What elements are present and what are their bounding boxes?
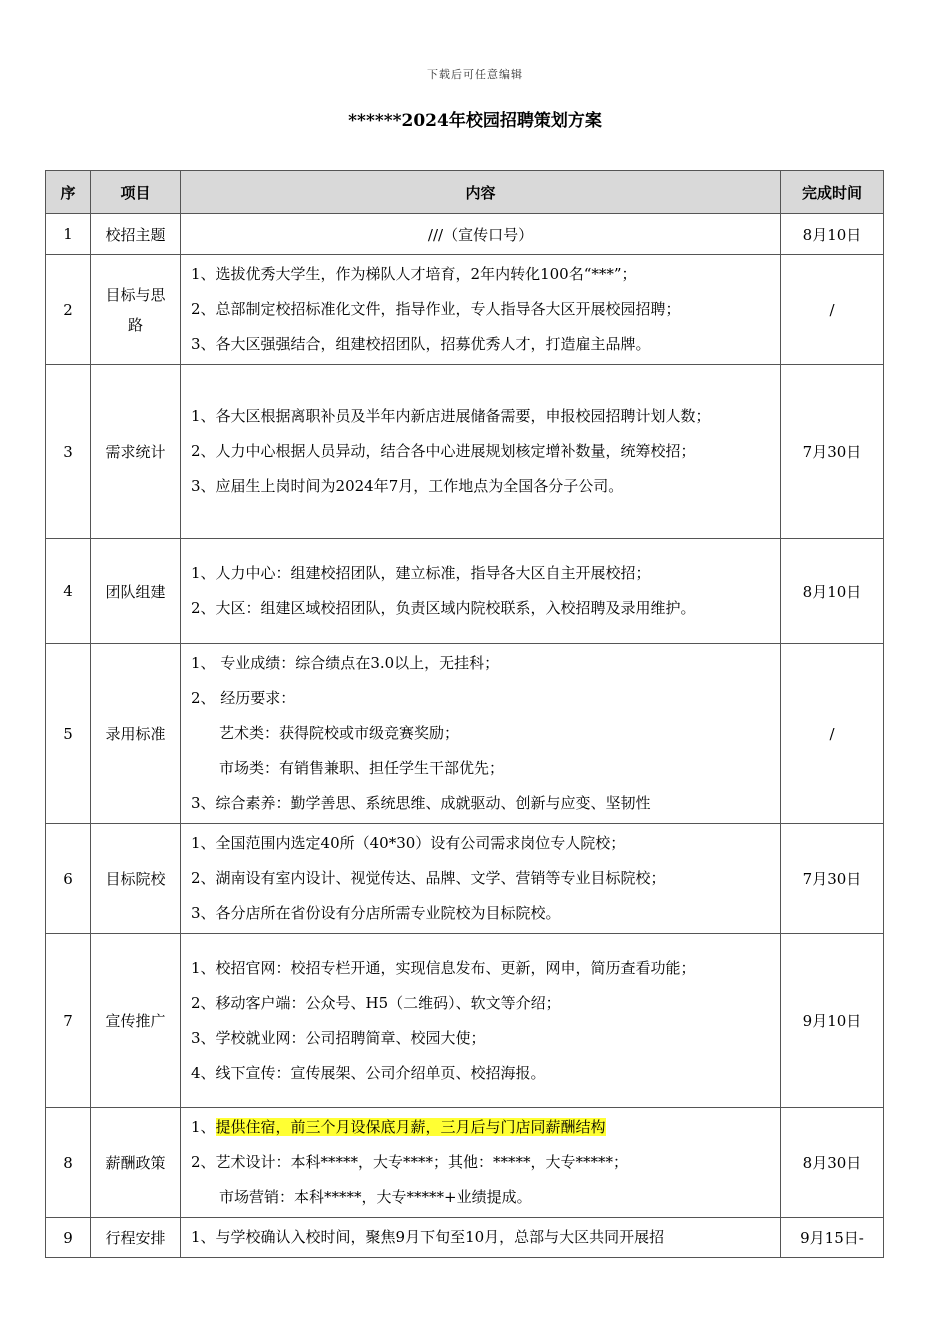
row-no: 5 <box>46 644 91 824</box>
content-line: 2、 经历要求： <box>191 689 296 707</box>
content-line: 3、各大区强强结合，组建校招团队，招募优秀人才，打造雇主品牌。 <box>191 335 651 353</box>
row-item <box>91 255 181 365</box>
highlighted-text: 提供住宿，前三个月设保底月薪，三月后与门店同薪酬结构 <box>215 1118 606 1136</box>
table-row <box>46 644 884 824</box>
row-time: 8月10日 <box>781 539 884 644</box>
content-line: 市场类：有销售兼职、担任学生干部优先； <box>219 759 505 777</box>
table-row <box>46 824 884 934</box>
row-content <box>181 1108 781 1218</box>
row-content <box>181 824 781 934</box>
row-time: 8月10日 <box>781 214 884 255</box>
row-item: 团队组建 <box>91 539 181 644</box>
row-item: 录用标准 <box>91 644 181 824</box>
row-time: 7月30日 <box>781 365 884 539</box>
content-line: 市场营销：本科*****，大专*****+业绩提成。 <box>219 1188 532 1206</box>
content-line: ///（宣传口号） <box>427 225 534 244</box>
content-line: 2、湖南设有室内设计、视觉传达、品牌、文学、营销等专业目标院校； <box>191 869 666 887</box>
table-row <box>46 539 884 644</box>
content-line: 4、线下宣传：宣传展架、公司介绍单页、校招海报。 <box>191 1063 546 1082</box>
row-item: 目标院校 <box>91 824 181 934</box>
row-no: 8 <box>46 1108 91 1218</box>
col-header-no: 序 <box>46 171 91 214</box>
row-time: / <box>781 644 884 824</box>
row-time: 7月30日 <box>781 824 884 934</box>
content-line: 3、各分店所在省份设有分店所需专业院校为目标院校。 <box>191 904 561 922</box>
table-row <box>46 365 884 539</box>
row-no: 1 <box>46 214 91 255</box>
row-content <box>181 934 781 1108</box>
row-content <box>181 644 781 824</box>
row-item: 需求统计 <box>91 365 181 539</box>
row-content <box>181 214 781 255</box>
row-time: 8月30日 <box>781 1108 884 1218</box>
content-line <box>191 1110 770 1145</box>
row-time: / <box>781 255 884 365</box>
table-row <box>46 1218 884 1258</box>
content-line: 3、应届生上岗时间为2024年7月，工作地点为全国各分子公司。 <box>191 477 624 495</box>
row-item: 校招主题 <box>91 214 181 255</box>
content-line: 1、全国范围内选定40所（40*30）设有公司需求岗位专人院校； <box>191 834 626 852</box>
content-line: 1、选拔优秀大学生，作为梯队人才培育，2年内转化100名“***”； <box>191 265 637 283</box>
row-no: 2 <box>46 255 91 365</box>
content-line: 3、综合素养：勤学善思、系统思维、成就驱动、创新与应变、坚韧性 <box>191 794 651 812</box>
table-row <box>46 1108 884 1218</box>
header-note: 下载后可任意编辑 <box>427 68 523 81</box>
content-line: 1、人力中心：组建校招团队，建立标准，指导各大区自主开展校招； <box>191 564 651 582</box>
content-line: 1、 专业成绩：综合绩点在3.0以上，无挂科； <box>191 654 500 672</box>
row-content <box>181 1218 781 1258</box>
content-line: 2、总部制定校招标准化文件，指导作业，专人指导各大区开展校园招聘； <box>191 300 681 318</box>
row-time: 9月15日- <box>781 1218 884 1258</box>
row-time: 9月10日 <box>781 934 884 1108</box>
content-line: 艺术类：获得院校或市级竞赛奖励； <box>219 724 460 742</box>
content-line: 1、校招官网：校招专栏开通，实现信息发布、更新，网申，简历查看功能； <box>191 958 696 977</box>
row-item: 宣传推广 <box>91 934 181 1108</box>
content-line: 2、艺术设计：本科*****，大专****；其他：*****，大专*****； <box>191 1153 629 1171</box>
col-header-item: 项目 <box>91 171 181 214</box>
row-no: 6 <box>46 824 91 934</box>
content-line: 2、大区：组建区域校招团队，负责区域内院校联系，入校招聘及录用维护。 <box>191 599 696 617</box>
document-title: ******2024年校园招聘策划方案 <box>348 111 602 131</box>
content-line: 1、各大区根据离职补员及半年内新店进展储备需要，申报校园招聘计划人数； <box>191 407 711 425</box>
row-item: 行程安排 <box>91 1218 181 1258</box>
row-content <box>181 365 781 539</box>
row-no: 3 <box>46 365 91 539</box>
row-no: 9 <box>46 1218 91 1258</box>
row-content <box>181 539 781 644</box>
col-header-content: 内容 <box>181 171 781 214</box>
line-prefix: 1、 <box>191 1118 216 1136</box>
row-content <box>181 255 781 365</box>
row-item-text: 目标与思路 <box>105 285 166 334</box>
row-no: 7 <box>46 934 91 1108</box>
table-row <box>46 214 884 255</box>
row-no: 4 <box>46 539 91 644</box>
content-line: 2、人力中心根据人员异动，结合各中心进展规划核定增补数量，统筹校招； <box>191 442 696 460</box>
content-line: 2、移动客户端：公众号、H5（二维码）、软文等介绍； <box>191 993 561 1012</box>
table-row <box>46 255 884 365</box>
plan-table <box>45 170 884 1258</box>
content-line: 1、与学校确认入校时间，聚焦9月下旬至10月，总部与大区共同开展招 <box>191 1228 665 1246</box>
table-row <box>46 934 884 1108</box>
content-line: 3、学校就业网：公司招聘简章、校园大使； <box>191 1028 486 1047</box>
col-header-time: 完成时间 <box>781 171 884 214</box>
table-header-row <box>46 171 884 214</box>
row-item: 薪酬政策 <box>91 1108 181 1218</box>
